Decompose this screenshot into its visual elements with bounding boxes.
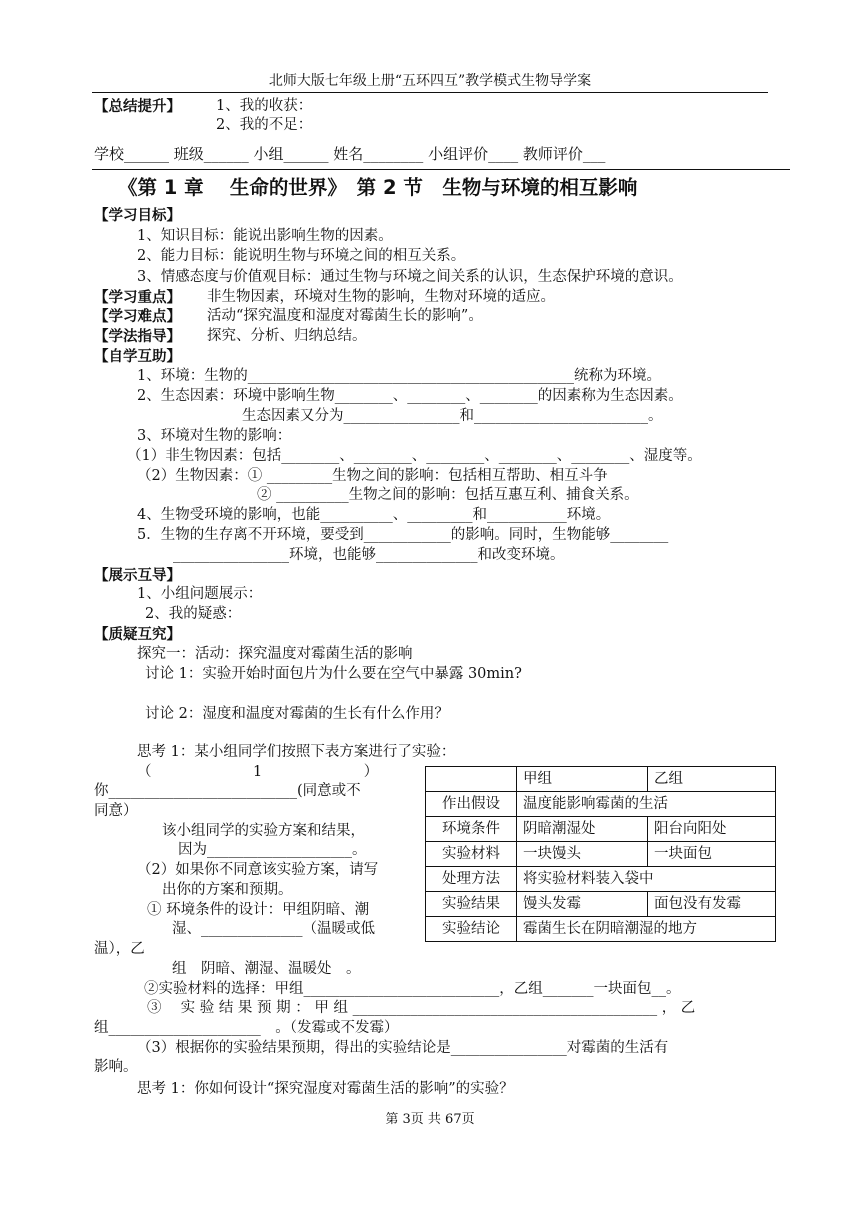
table-cell: 温度能影响霉菌的生活 (517, 792, 776, 817)
discussion-1: 讨论 1：实验开始时面包片为什么要在空气中暴露 30min? (145, 666, 522, 682)
table-row (426, 767, 776, 792)
page-footer: 第 3页 共 67页 (385, 1112, 475, 1127)
question-1a: （ 1 ） (137, 764, 379, 780)
question-2b: 出你的方案和预期。 (162, 882, 293, 898)
summary-item-2: 2、我的不足： (216, 117, 313, 133)
goals-heading: 【学习目标】 (94, 207, 181, 224)
table-row (426, 892, 776, 917)
question-2a: （2）如果你不同意该实验方案，请写 (137, 862, 379, 878)
table-cell: 实验结果 (426, 892, 517, 917)
display-line-1: 1、小组问题展示： (137, 586, 263, 602)
table-row (426, 792, 776, 817)
self-study-line-7: ② __________生物之间的影响：包括互惠互利、捕食关系。 (257, 487, 639, 503)
display-heading: 【展示互导】 (94, 567, 181, 584)
table-cell: 面包没有发霉 (648, 892, 776, 917)
self-study-line-10: ________________环境，也能够______________和改变环境。 (173, 547, 565, 563)
header-rule (92, 92, 768, 93)
table-row (426, 917, 776, 942)
question-2g: ②实验材料的选择：甲组___________________________，乙组_______一块面包__。 (144, 981, 681, 997)
self-study-line-2: 2、生态因素：环境中影响生物________、________、________的因素称为生态因素。 (137, 388, 683, 404)
thinking-1: 思考 1：某小组同学们按照下表方案进行了实验： (137, 744, 456, 760)
page-header: 北师大版七年级上册“五环四互”教学模式生物导学案 (268, 73, 592, 89)
display-line-2: 2、我的疑惑： (145, 606, 242, 622)
table-cell: 一块馒头 (517, 842, 648, 867)
table-cell: 实验结论 (426, 917, 517, 942)
difficulty-text: 活动“探究温度和湿度对霉菌生长的影响”。 (207, 308, 483, 324)
question-1b: 你__________________________(同意或不 (94, 783, 361, 799)
self-study-line-3: 生态因素又分为________________和________________________。 (242, 408, 663, 424)
self-study-line-1: 1、环境：生物的_____________________________________________统称为环境。 (137, 368, 661, 384)
section-rule (92, 169, 790, 170)
question-2f: 组 阴暗、潮湿、温暖处 。 (172, 961, 361, 977)
question-2c: ① 环境条件的设计：甲组阴暗、潮 (147, 902, 370, 918)
table-cell (426, 767, 517, 792)
self-study-line-5: （1）非生物因素：包括________、________、________、________、________、湿度等。 (127, 448, 702, 464)
self-study-heading: 【自学互助】 (94, 348, 181, 365)
question-1d: 该小组同学的实验方案和结果， (162, 823, 365, 839)
goal-1: 1、知识目标：能说出影响生物的因素。 (137, 228, 393, 244)
self-study-line-4: 3、环境对生物的影响： (137, 428, 292, 444)
evaluation-line: 学校______ 班级______ 小组______ 姓名________ 小组评价____ 教师评价___ (94, 145, 606, 163)
question-2e: 温），乙 (94, 941, 145, 957)
table-row (426, 867, 776, 892)
table-row (426, 817, 776, 842)
question-2d: 湿、______________（温暖或低 (172, 921, 375, 937)
table-cell: 作出假设 (426, 792, 517, 817)
question-2i: 组_____________________ 。（发霉或不发霉） (94, 1020, 399, 1036)
goal-2: 2、能力目标：能说明生物与环境之间的相互关系。 (137, 248, 466, 264)
question-1e: 因为____________________。 (178, 842, 367, 858)
question-2h: ③ 实 验 结 果 预 期 ： 甲 组 __________________________________________ ， 乙 (147, 1000, 696, 1016)
key-point-text: 非生物因素，环境对生物的影响，生物对环境的适应。 (207, 289, 555, 305)
table-cell: 实验材料 (426, 842, 517, 867)
table-cell: 一块面包 (648, 842, 776, 867)
difficulty-label: 【学习难点】 (94, 308, 181, 325)
question-1c: 同意） (94, 803, 138, 819)
method-text: 探究、分析、归纳总结。 (207, 328, 367, 344)
discussion-2: 讨论 2：湿度和温度对霉菌的生长有什么作用？ (145, 706, 449, 722)
table-cell: 阳台向阳处 (648, 817, 776, 842)
inquiry-line-1: 探究一：活动：探究温度对霉菌生活的影响 (137, 646, 413, 662)
table-cell: 阴暗潮湿处 (517, 817, 648, 842)
table-cell: 霉菌生长在阴暗潮湿的地方 (517, 917, 776, 942)
table-cell: 乙组 (648, 767, 776, 792)
table-cell: 环境条件 (426, 817, 517, 842)
key-point-label: 【学习重点】 (94, 289, 181, 306)
method-label: 【学法指导】 (94, 328, 181, 345)
question-3b: 影响。 (94, 1059, 138, 1075)
self-study-line-8: 4、生物受环境的影响，也能__________、_________和___________环境。 (137, 507, 611, 523)
summary-heading: 【总结提升】 (94, 98, 181, 115)
self-study-line-9: 5．生物的生存离不开环境，要受到____________的影响。同时，生物能够________ (137, 527, 669, 543)
question-3a: （3）根据你的实验结果预期，得出的实验结论是________________对霉菌的生活有 (137, 1040, 669, 1056)
inquiry-heading: 【质疑互究】 (94, 626, 181, 643)
table-cell: 处理方法 (426, 867, 517, 892)
table-cell: 馒头发霉 (517, 892, 648, 917)
thinking-2: 思考 1：你如何设计“探究湿度对霉菌生活的影响”的实验？ (137, 1081, 514, 1097)
table-cell: 甲组 (517, 767, 648, 792)
experiment-table (425, 766, 776, 942)
table-row (426, 842, 776, 867)
self-study-line-6: （2）生物因素：① _________生物之间的影响：包括相互帮助、相互斗争 (137, 468, 608, 484)
chapter-title: 《第 1 章 生命的世界》 第 2 节 生物与环境的相互影响 (118, 176, 638, 199)
table-cell: 将实验材料装入袋中 (517, 867, 776, 892)
goal-3: 3、情感态度与价值观目标：通过生物与环境之间关系的认识，生态保护环境的意识。 (137, 269, 683, 285)
summary-item-1: 1、我的收获： (216, 98, 313, 114)
